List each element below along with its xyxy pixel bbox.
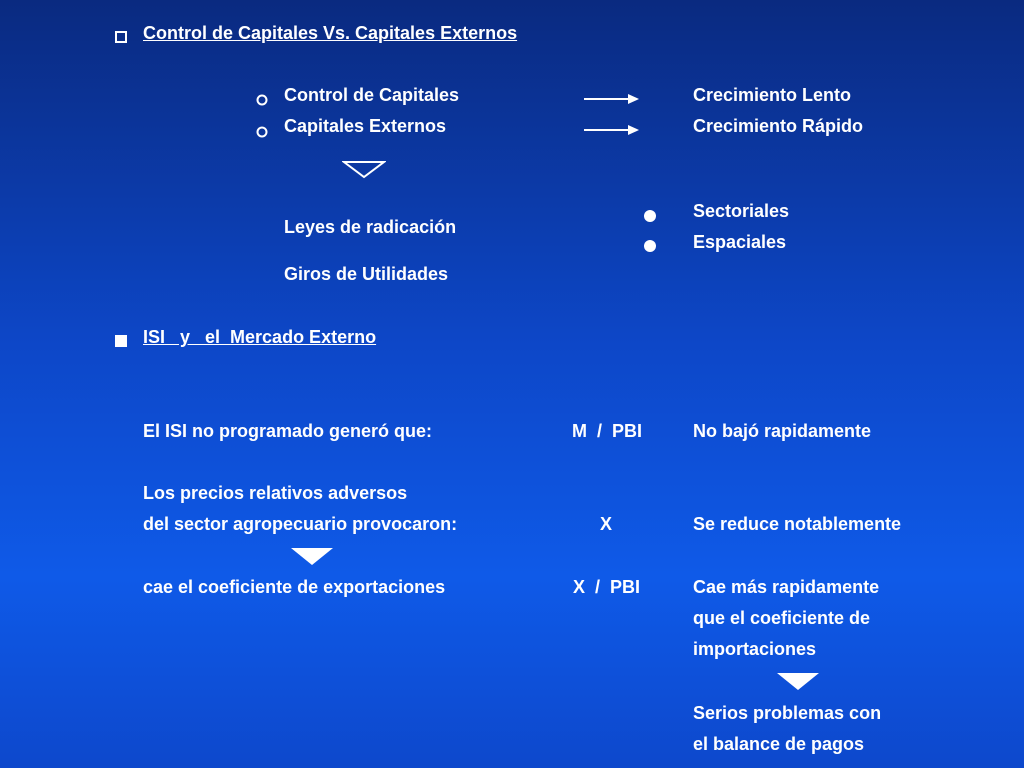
hollow-circle-bullet-icon [256, 90, 268, 111]
section1-heading: Control de Capitales Vs. Capitales Externos [143, 23, 518, 43]
filled-down-triangle-icon [776, 672, 820, 697]
cae-coeficiente-label: cae el coeficiente de exportaciones [143, 577, 446, 597]
precios-relativos-label: Los precios relativos adversos [143, 483, 408, 503]
crecimiento-lento-label: Crecimiento Lento [693, 85, 852, 105]
section2-heading: ISI y el Mercado Externo [143, 327, 377, 347]
giros-utilidades-label: Giros de Utilidades [284, 264, 449, 284]
right-arrow-icon [584, 89, 640, 110]
importaciones-label: importaciones [693, 639, 817, 659]
x-pbi-label: X / PBI [573, 577, 641, 597]
filled-square-bullet-icon [115, 331, 127, 352]
x-label: X [600, 514, 613, 534]
cae-mas-label: Cae más rapidamente [693, 577, 880, 597]
no-bajo-label: No bajó rapidamente [693, 421, 872, 441]
se-reduce-label: Se reduce notablemente [693, 514, 902, 534]
leyes-radicacion-label: Leyes de radicación [284, 217, 457, 237]
que-el-coeficiente-label: que el coeficiente de [693, 608, 871, 628]
filled-circle-bullet-icon [643, 237, 657, 258]
balance-pagos-label: el balance de pagos [693, 734, 865, 754]
right-arrow-icon [584, 120, 640, 141]
filled-down-triangle-icon [290, 547, 334, 572]
espaciales-label: Espaciales [693, 232, 787, 252]
control-capitales-label: Control de Capitales [284, 85, 460, 105]
crecimiento-rapido-label: Crecimiento Rápido [693, 116, 864, 136]
isi-no-programado-label: El ISI no programado generó que: [143, 421, 433, 441]
outlined-down-triangle-icon [342, 160, 386, 185]
sector-agropecuario-label: del sector agropecuario provocaron: [143, 514, 458, 534]
hollow-square-bullet-icon [115, 27, 127, 48]
sectoriales-label: Sectoriales [693, 201, 790, 221]
hollow-circle-bullet-icon [256, 122, 268, 143]
filled-circle-bullet-icon [643, 207, 657, 228]
m-pbi-label: M / PBI [572, 421, 643, 441]
serios-problemas-label: Serios problemas con [693, 703, 882, 723]
capitales-externos-label: Capitales Externos [284, 116, 447, 136]
